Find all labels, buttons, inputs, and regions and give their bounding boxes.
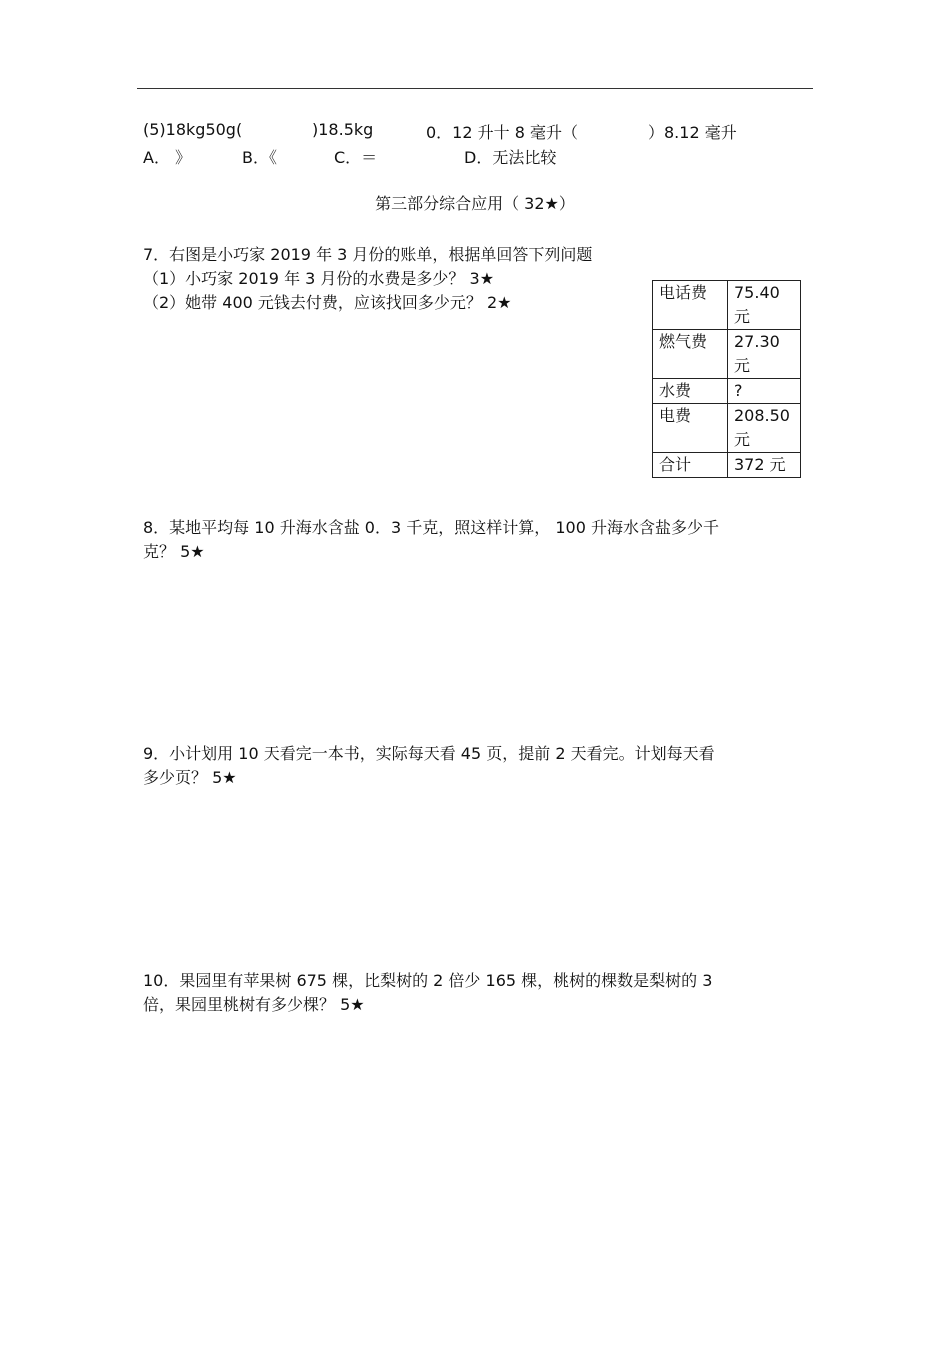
- bill-table: [652, 280, 801, 478]
- q9-line2: 多少页？ 5★: [143, 768, 237, 787]
- bill-amount: 372 元: [728, 453, 801, 478]
- q10-line2: 倍，果园里桃树有多少棵？ 5★: [143, 995, 365, 1014]
- q9-line1: 9．小计划用 10 天看完一本书，实际每天看 45 页，提前 2 天看完。计划每天看: [143, 744, 715, 763]
- q7-stem: 7．右图是小巧家 2019 年 3 月份的账单，根据单回答下列问题: [143, 245, 593, 264]
- q7-sub2: （2）她带 400 元钱去付费，应该找回多少元？ 2★: [143, 293, 512, 312]
- item6-right: ）8.12 毫升: [648, 123, 737, 142]
- bill-row: [653, 404, 801, 453]
- q8-line2: 克？ 5★: [143, 542, 205, 561]
- option-d: D．无法比较: [464, 148, 557, 167]
- q7-sub1: （1）小巧家 2019 年 3 月份的水费是多少？ 3★: [143, 269, 495, 288]
- option-c: C．＝: [334, 148, 378, 167]
- item5-left: (5)18kg50g(: [143, 120, 243, 139]
- header-rule: [137, 88, 813, 89]
- section-title: 第三部分综合应用（ 32★）: [375, 194, 575, 213]
- q8-line1: 8．某地平均每 10 升海水含盐 0．3 千克，照这样计算， 100 升海水含盐多少千: [143, 518, 719, 537]
- bill-row: [653, 330, 801, 379]
- q10-line1: 10．果园里有苹果树 675 棵，比梨树的 2 倍少 165 棵，桃树的棵数是梨树的 3: [143, 971, 713, 990]
- item6-left: 0．12 升十 8 毫升（: [426, 123, 578, 142]
- bill-row: [653, 379, 801, 404]
- bill-row: [653, 281, 801, 330]
- bill-item: 合计: [653, 453, 728, 478]
- bill-item: 电话费: [653, 281, 728, 330]
- option-a: A． 》: [143, 148, 192, 167]
- bill-amount: 75.40 元: [728, 281, 801, 330]
- bill-item: 水费: [653, 379, 728, 404]
- bill-amount: 27.30 元: [728, 330, 801, 379]
- bill-item: 燃气费: [653, 330, 728, 379]
- item5-right: )18.5kg: [312, 120, 374, 139]
- option-b: B．《: [242, 148, 277, 167]
- bill-row: [653, 453, 801, 478]
- bill-amount: 208.50 元: [728, 404, 801, 453]
- bill-item: 电费: [653, 404, 728, 453]
- bill-amount: ?: [728, 379, 801, 404]
